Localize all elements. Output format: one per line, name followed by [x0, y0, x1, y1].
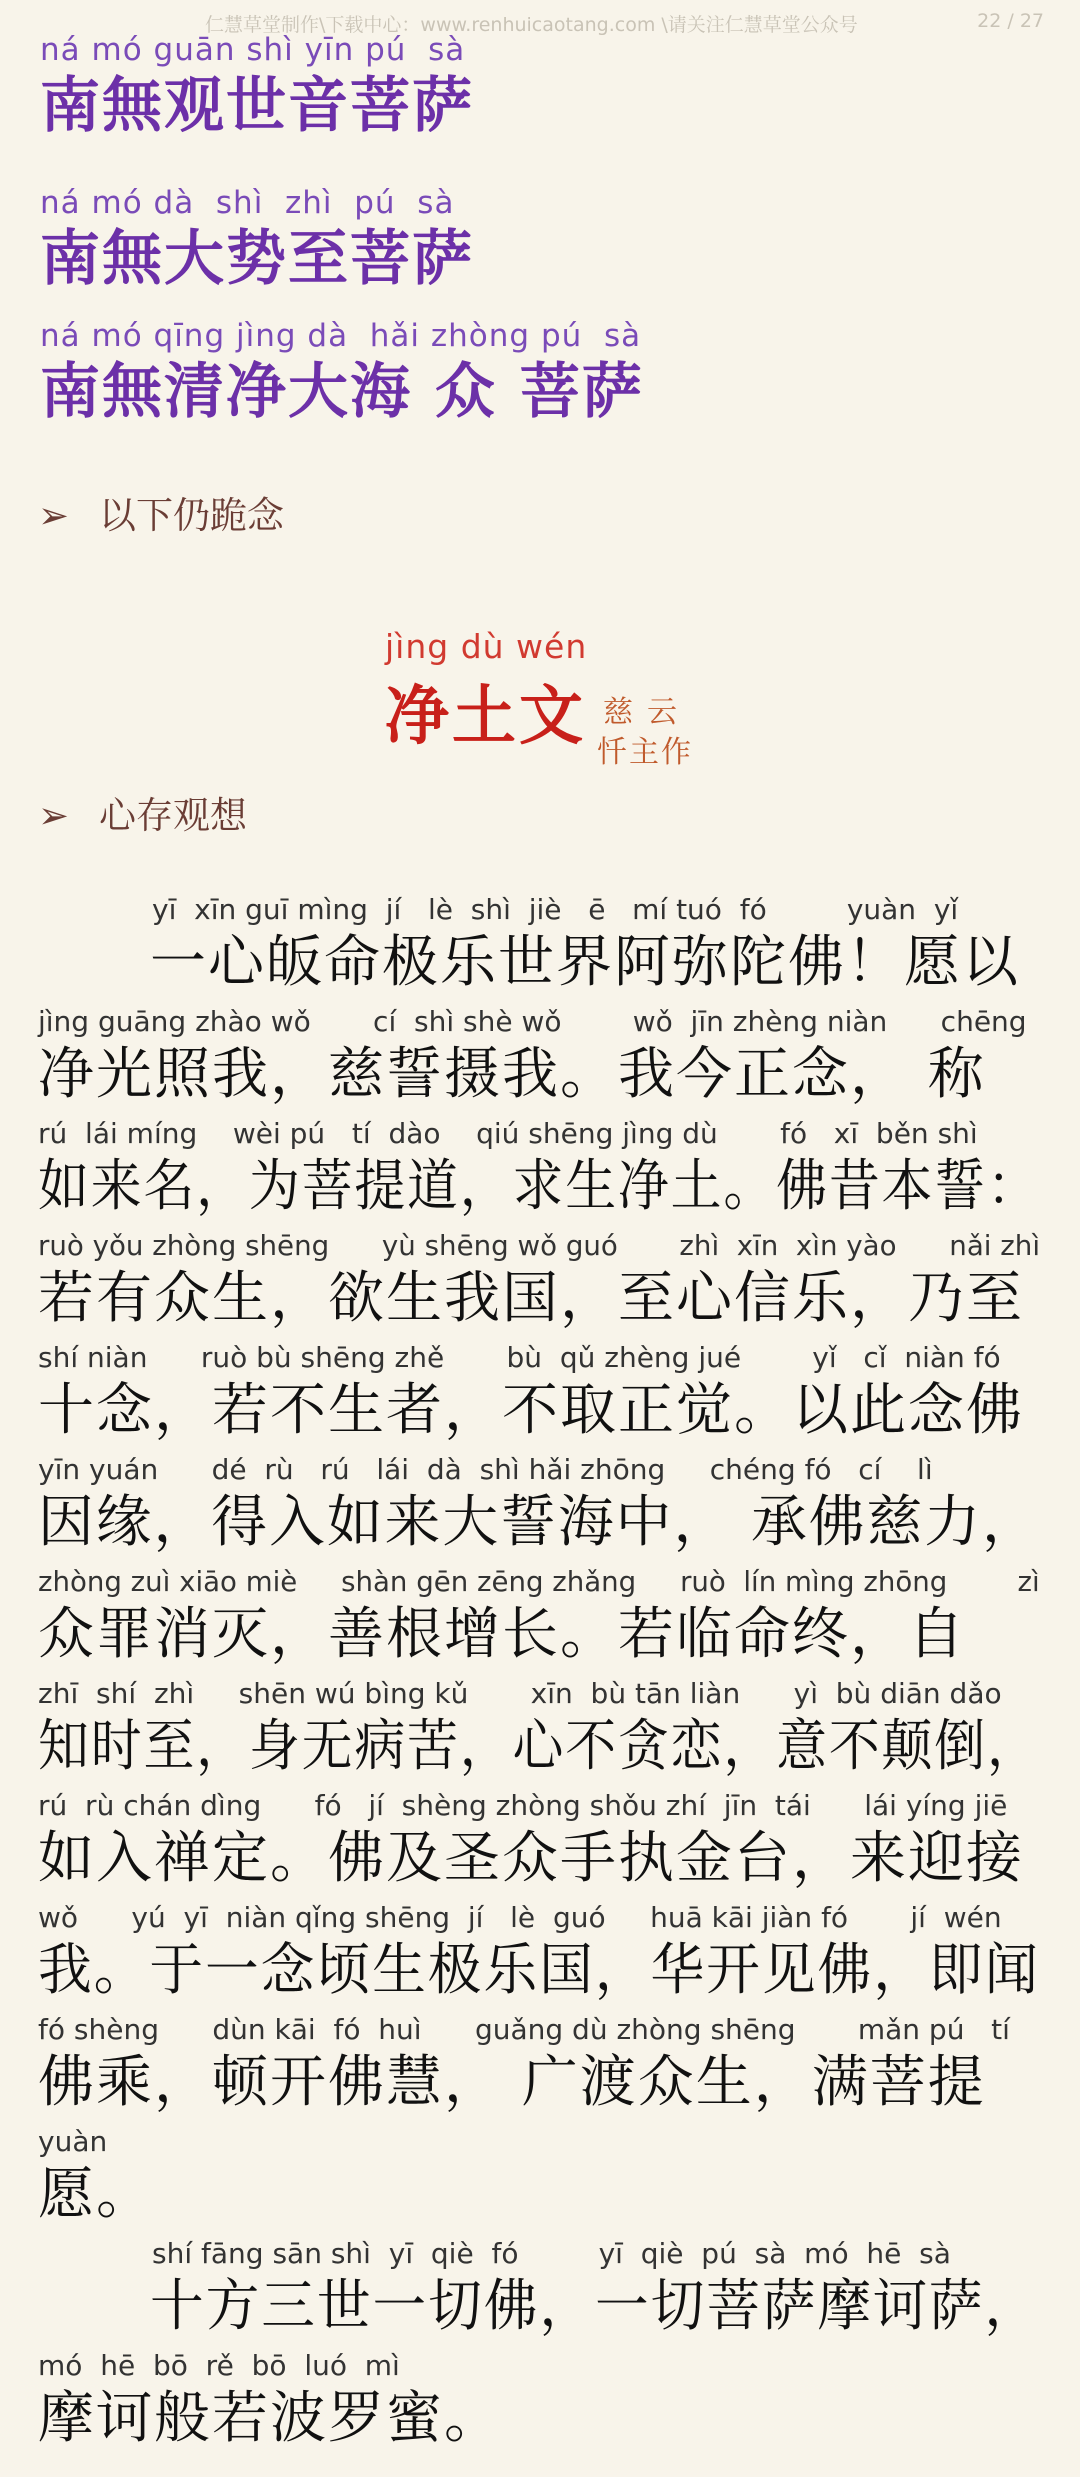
line-pinyin: zhī shí zhì shēn wú bìng kǔ xīn bù tān liàn yì bù diān dǎo — [38, 1677, 1002, 1710]
line-pinyin: yīn yuán dé rù rú lái dà shì hǎi zhōng chéng fó cí lì — [38, 1453, 933, 1486]
invocation-qingjing — [40, 316, 644, 428]
invocation-pinyin: ná mó guān shì yīn pú sà — [40, 32, 466, 68]
bullet-kneel — [38, 492, 284, 540]
line-pinyin: ruò yǒu zhòng shēng yù shēng wǒ guó zhì xīn xìn yào nǎi zhì — [38, 1229, 1041, 1262]
line-hanzi: 摩诃般若波罗蜜。 — [38, 2386, 502, 2451]
line-pinyin: fó shèng dùn kāi fó huì guǎng dù zhòng shēng mǎn pú tí — [38, 2013, 1010, 2046]
line-hanzi: 一心皈命极乐世界阿弥陀佛！愿以 — [150, 930, 1020, 995]
line-hanzi: 因缘，得入如来大誓海中， 承佛慈力， — [38, 1490, 1040, 1555]
invocation-hanzi: 南無清净大海 众 菩萨 — [40, 357, 644, 427]
bullet-text: 以下仍跪念 — [99, 494, 285, 537]
invocation-dashizhi — [40, 183, 474, 295]
line-hanzi: 十念，若不生者，不取正觉。以此念佛 — [38, 1378, 1024, 1443]
line-pinyin: yī xīn guī mìng jí lè shì jiè ē mí tuó fó yuàn yǐ — [152, 893, 959, 926]
line-hanzi: 我。于一念顷生极乐国，华开见佛，即闻 — [38, 1938, 1041, 2003]
line-hanzi: 愿。 — [38, 2162, 154, 2227]
line-hanzi: 众罪消灭，善根增长。若临命终，自 — [38, 1602, 966, 1667]
invocation-guanyin — [40, 30, 474, 142]
arrow-bullet-icon: ➢ — [38, 794, 70, 837]
invocation-hanzi: 南無大势至菩萨 — [40, 224, 474, 294]
invocation-pinyin: ná mó qīng jìng dà hǎi zhòng pú sà — [40, 318, 642, 354]
title-hanzi: 净土文 — [385, 680, 586, 754]
line-hanzi: 如来名，为菩提道，求生净土。佛昔本誓： — [38, 1154, 1040, 1219]
line-hanzi: 知时至，身无病苦，心不贪恋，意不颠倒， — [38, 1714, 1040, 1779]
line-pinyin: rú rù chán dìng fó jí shèng zhòng shǒu zhí jīn tái lái yíng jiē — [38, 1789, 1008, 1822]
line-pinyin: rú lái míng wèi pú tí dào qiú shēng jìng dù fó xī běn shì — [38, 1117, 978, 1150]
invocation-pinyin: ná mó dà shì zhì pú sà — [40, 185, 455, 221]
line-pinyin: shí fāng sān shì yī qiè fó yī qiè pú sà mó hē sà — [152, 2237, 951, 2270]
line-hanzi: 净光照我，慈誓摄我。我今正念， 称 — [38, 1042, 986, 1107]
invocation-hanzi: 南無观世音菩萨 — [40, 71, 474, 141]
line-pinyin: mó hē bō rě bō luó mì — [38, 2349, 400, 2382]
arrow-bullet-icon: ➢ — [38, 494, 70, 537]
line-pinyin: wǒ yú yī niàn qǐng shēng jí lè guó huā kāi jiàn fó jí wén — [38, 1901, 1002, 1934]
line-pinyin: yuàn — [38, 2125, 108, 2158]
bullet-visualize — [38, 792, 247, 840]
line-pinyin: jìng guāng zhào wǒ cí shì shè wǒ wǒ jīn zhèng niàn chēng — [38, 1005, 1027, 1038]
page-number: 22 / 27 — [977, 10, 1044, 32]
line-hanzi: 如入禅定。佛及圣众手执金台，来迎接 — [38, 1826, 1024, 1891]
author-line-2: 忏主作 — [597, 735, 693, 770]
line-pinyin: zhòng zuì xiāo miè shàn gēn zēng zhǎng ruò lín mìng zhōng zì — [38, 1565, 1040, 1598]
title-pinyin: jìng dù wén — [385, 627, 588, 666]
section-title — [385, 627, 715, 770]
line-hanzi: 若有众生，欲生我国，至心信乐，乃至 — [38, 1266, 1024, 1331]
header-credit: 仁慧草堂制作\下载中心：www.renhuicaotang.com \请关注仁慧草堂公众号 — [205, 14, 858, 36]
author-line-1: 慈云 — [603, 695, 691, 730]
line-hanzi: 佛乘，顿开佛慧， 广渡众生，满菩提 — [38, 2050, 986, 2115]
bullet-text: 心存观想 — [99, 794, 248, 837]
line-pinyin: shí niàn ruò bù shēng zhě bù qǔ zhèng jué yǐ cǐ niàn fó — [38, 1341, 1001, 1374]
line-hanzi: 十方三世一切佛，一切菩萨摩诃萨， — [150, 2274, 1040, 2339]
